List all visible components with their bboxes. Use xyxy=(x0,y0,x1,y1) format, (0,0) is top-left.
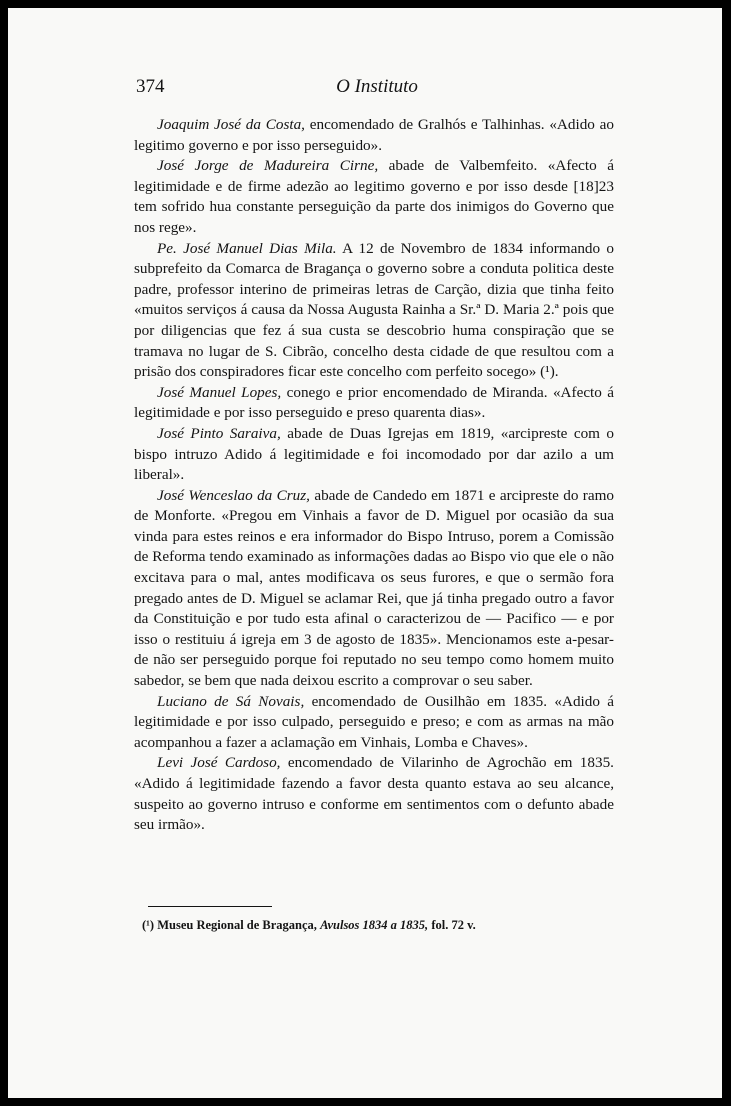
entry-name: Pe. José Manuel Dias Mila. xyxy=(157,239,337,257)
entry-name: Luciano de Sá Novais, xyxy=(157,692,305,710)
entry-text: abade de Duas Igrejas em 1819, «arcipreste com o bispo intruzo Adido á legitimidade e foi incomodado por dar azilo a um liberal». xyxy=(134,424,614,484)
footnote-source-title: Avulsos 1834 a 1835, xyxy=(320,918,429,932)
body-text xyxy=(134,115,614,836)
entry-text: A 12 de Novembro de 1834 informando o subprefeito da Comarca de Bragança o governo sobre a conduta politica deste padre, professor interino de primeiras letras de Carção, dizia que tinha feito «muitos serviços á causa da Nossa Augusta Rainha a Sr.ª D. Maria 2.ª pois que por diligencias que fez á sua custa se descobrio huma conspiração que se tramava no lugar de S. Cibrão, concelho desta cidade de que resultou com a prisão dos conspiradores ficar este concelho com perfeito socego» (¹). xyxy=(134,239,614,381)
entry-text: abade de Valbemfeito. «Afecto á legitimidade e de firme adezão ao legitimo governo e por isso desde [18]23 tem sofrido hua constante perseguição da parte dos inimigos do Governo que nos rege». xyxy=(134,157,614,236)
footnote-marker: (¹) xyxy=(142,918,155,932)
page-number: 374 xyxy=(136,76,165,97)
entry-jose-manuel-lopes xyxy=(134,383,614,424)
entry-text: encomendado de Vilarinho de Agrochão em 1835. «Adido á legitimidade fazendo a favor desta quanto estava ao seu alcance, suspeito ao governo intruso e conforme em sentimentos com o defunto abade seu irmão». xyxy=(134,754,614,834)
entry-levi-jose-cardoso xyxy=(134,753,614,835)
document-page xyxy=(8,8,722,1098)
entry-text: conego e prior encomendado de Miranda. «Afecto á legitimidade e por isso perseguido e preso quarenta dias». xyxy=(134,383,614,422)
entry-text: encomendado de Gralhós e Talhinhas. «Adido ao legitimo governo e por isso perseguido». xyxy=(134,116,614,154)
entry-jose-wenceslao-da-cruz xyxy=(134,486,614,692)
footnote-reference: fol. 72 v. xyxy=(428,918,476,932)
entry-text: abade de Candedo em 1871 e arcipreste do ramo de Monforte. «Pregou em Vinhais a favor de D. Miguel por ocasião da sua vinda para estes reinos e era informador do Bispo Intruso, porem a Comissão de Reforma tendo examinado as informações dadas ao Bispo vio que ele o não excitava para o mal, antes modificava os seus furores, e que o sermão fora pregado antes de D. Miguel se aclamar Rei, que já tinha pregado outro a favor da Constituição e por tudo esta afinal o caracterizou de — Pacifico — e por isso o restituiu á igreja em 3 de agosto de 1835». Mencionamos este a-pesar-de não ser perseguido porque foi reputado no seu tempo como homem muito sabedor, se bem que nada deixou escrito a comprovar o seu saber. xyxy=(134,486,615,690)
entry-text: encomendado de Ousilhão em 1835. «Adido á legitimidade e por isso culpado, perseguido e preso; e com as armas na mão acompanhou a fazer a aclamação em Vinhais, Lomba e Chaves». xyxy=(134,692,615,751)
entry-jose-pinto-saraiva xyxy=(134,424,614,486)
entry-luciano-de-sa-novais xyxy=(134,692,614,754)
footnote-divider xyxy=(148,906,272,907)
entry-name: José Manuel Lopes, xyxy=(157,383,282,401)
entry-name: José Wenceslao da Cruz, xyxy=(157,486,310,504)
footnote-text: Museu Regional de Bragança, xyxy=(154,918,321,932)
footnote xyxy=(142,918,476,933)
entry-joaquim-jose-da-costa xyxy=(134,115,614,156)
entry-name: Levi José Cardoso, xyxy=(157,754,281,772)
entry-jose-jorge-de-madureira-cirne xyxy=(134,156,614,238)
running-title: O Instituto xyxy=(336,76,418,97)
entry-name: José Pinto Saraiva, xyxy=(157,424,281,442)
page-header xyxy=(136,76,618,100)
entry-name: José Jorge de Madureira Cirne, xyxy=(157,157,379,175)
entry-name: Joaquim José da Costa, xyxy=(157,116,305,133)
entry-jose-manuel-dias-mila xyxy=(134,239,614,383)
